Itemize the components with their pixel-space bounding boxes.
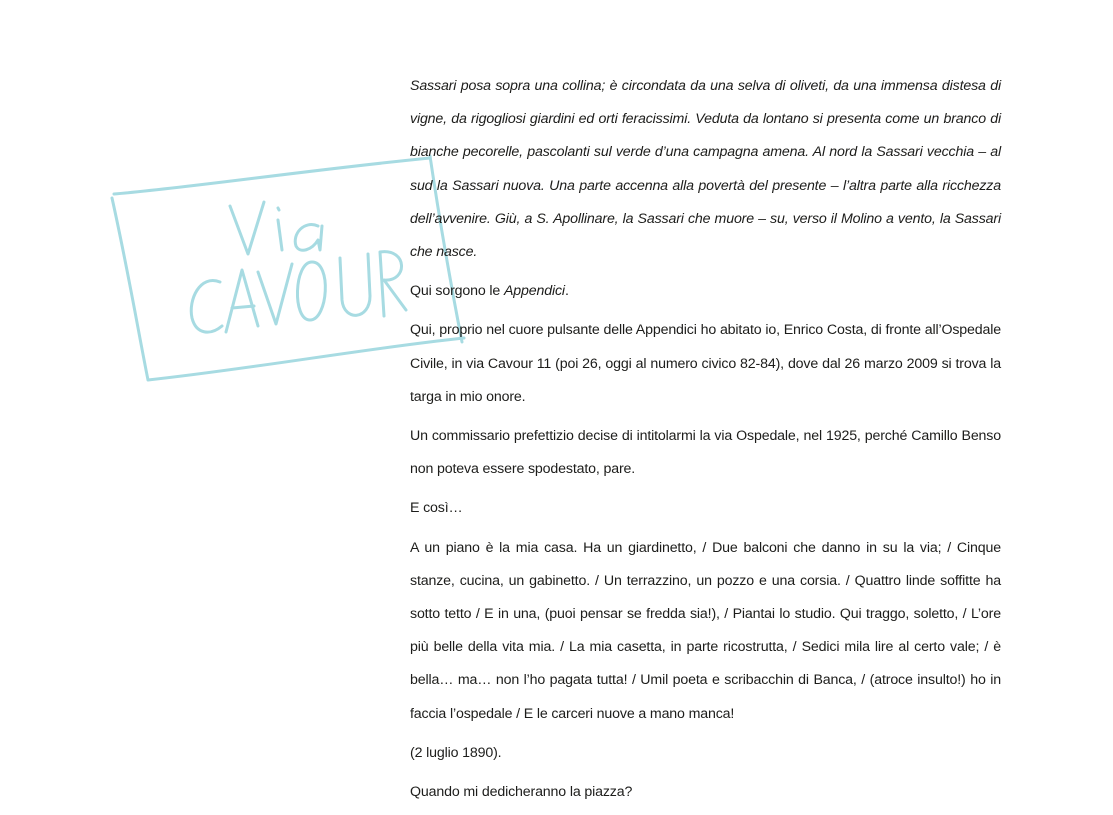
closing-question: Quando mi dedicheranno la piazza? bbox=[410, 784, 633, 801]
appendici-italic: Appendici bbox=[503, 283, 565, 300]
appendici-suffix: . bbox=[564, 283, 569, 300]
handwritten-cavour bbox=[191, 252, 406, 332]
e-cosi-paragraph: E così… bbox=[410, 500, 463, 517]
date-paragraph: (2 luglio 1890). bbox=[410, 744, 502, 761]
handwritten-via bbox=[230, 202, 322, 254]
body-text bbox=[410, 70, 1001, 815]
appendici-paragraph bbox=[410, 275, 1001, 308]
commissioner-paragraph: Un commissario prefettizio decise di intitolarmi la via Ospedale, nel 1925, perché Camillo Benso non poteva essere spodestato, pare. bbox=[410, 428, 1001, 478]
poem-paragraph: A un piano è la mia casa. Ha un giardinetto, / Due balconi che danno in su la via; / Cinque stanze, cucina, un gabinetto. / Un terrazzino, un pozzo e una corsia. / Quattro linde soffitte ha sotto tetto / E in una, (puoi pensar se fredda sia!), / Piantai lo studio. Qui traggo, soletto, / L’ore più belle della vita mia. / La mia casetta, in parte ricostrutta, / Sedici mila lire al certo vale; / è bella… ma… non l’ho pagata tutta! / Umil poeta e scribacchin di Banca, / (atroce insulto!) ho in faccia l’ospedale / E le carceri nuove a mano manca! bbox=[410, 539, 1001, 722]
appendici-prefix: Qui sorgono le bbox=[410, 283, 504, 300]
residence-paragraph: Qui, proprio nel cuore pulsante delle Appendici ho abitato io, Enrico Costa, di fronte all’Ospedale Civile, in via Cavour 11 (poi 26, oggi al numero civico 82-84), dove dal 26 marzo 2009 si trova la targa in mio onore. bbox=[410, 322, 1001, 405]
intro-quote-paragraph: Sassari posa sopra una collina; è circondata da una selva di oliveti, da una immensa distesa di vigne, da rigogliosi giardini ed orti feracissimi. Veduta da lontano si presenta come un branco di bianche pecorelle, pascolanti sul verde d’una campagna amena. Al nord la Sassari vecchia – al sud la Sassari nuova. Una parte accenna alla povertà del presente – l’altra parte alla ricchezza dell’avvenire. Giù, a S. Apollinare, la Sassari che muore – su, verso il Molino a vento, la Sassari che nasce. bbox=[410, 78, 1001, 261]
